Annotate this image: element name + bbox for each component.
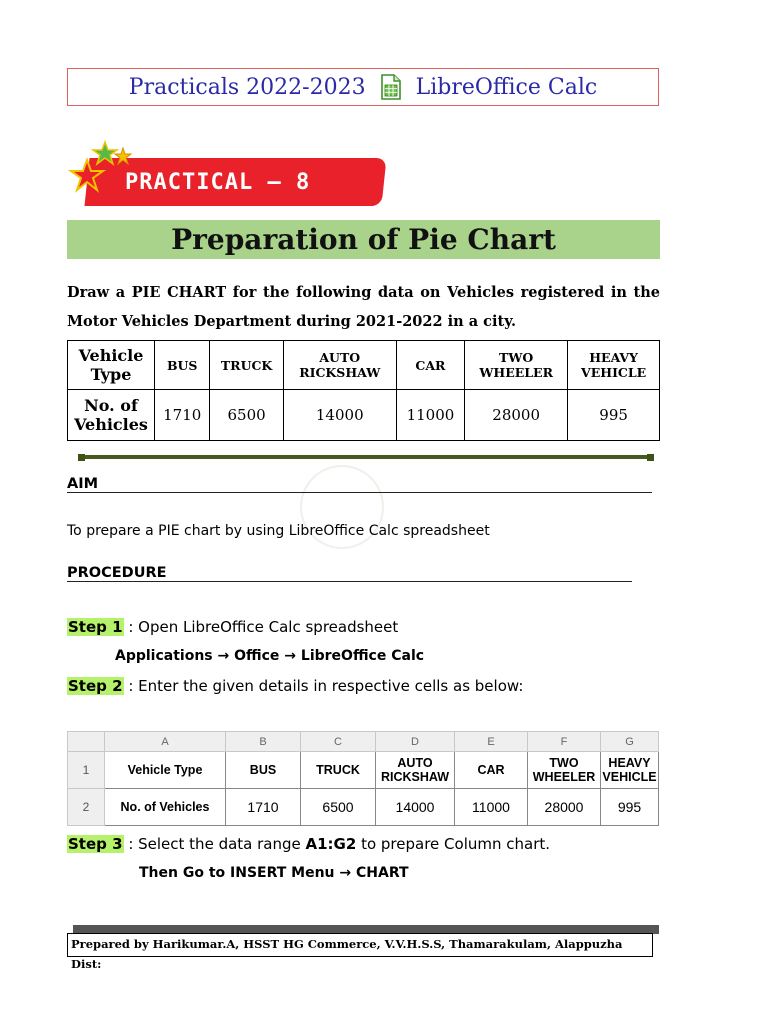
header-right-text: LibreOffice Calc (415, 74, 598, 100)
sheet-cell: CAR (455, 752, 528, 789)
step-3 (67, 835, 550, 853)
page-title: Preparation of Pie Chart (171, 223, 556, 256)
value-cell: 1710 (155, 390, 210, 441)
column-header: G (601, 732, 659, 752)
header-cell: BUS (155, 341, 210, 390)
sheet-row (68, 752, 659, 789)
table-row (68, 341, 660, 390)
question-text: Draw a PIE CHART for the following data on Vehicles registered in the Motor Vehicles Department during 2021-2022 in a city. (67, 284, 660, 330)
value-cell: 14000 (283, 390, 396, 441)
step-3-range: A1:G2 (305, 835, 357, 853)
sheet-cell: 11000 (455, 789, 528, 826)
spreadsheet-table (67, 731, 659, 826)
step-3-text-a: : Select the data range (123, 835, 306, 853)
sheet-cell: No. of Vehicles (105, 789, 226, 826)
corner-cell (68, 732, 105, 752)
divider (80, 455, 652, 459)
step-2-text: : Enter the given details in respective cells as below: (123, 677, 524, 695)
step-3-path: Then Go to INSERT Menu → CHART (139, 865, 409, 881)
step-3-label: Step 3 (68, 835, 123, 853)
sheet-cell: Vehicle Type (105, 752, 226, 789)
step-1-text: : Open LibreOffice Calc spreadsheet (123, 618, 399, 636)
step-1-label: Step 1 (68, 618, 123, 636)
aim-heading: AIM (67, 476, 99, 492)
divider-end-dot (647, 454, 654, 461)
column-header: D (376, 732, 455, 752)
sheet-cell: AUTO RICKSHAW (376, 752, 455, 789)
divider-end-dot (78, 454, 85, 461)
sheet-cell: TWO WHEELER (528, 752, 601, 789)
practical-banner (67, 138, 384, 208)
header-left-text: Practicals 2022-2023 (128, 74, 366, 100)
header-cell: AUTO RICKSHAW (283, 341, 396, 390)
row-label-no-of-vehicles: No. of Vehicles (68, 390, 155, 441)
sheet-row (68, 789, 659, 826)
value-cell: 28000 (465, 390, 568, 441)
sheet-cell: TRUCK (301, 752, 376, 789)
data-table (67, 340, 660, 441)
column-header: F (528, 732, 601, 752)
column-header: C (301, 732, 376, 752)
row-number: 2 (68, 789, 105, 826)
libreoffice-calc-icon (380, 74, 402, 100)
aim-text: To prepare a PIE chart by using LibreOffice Calc spreadsheet (67, 523, 490, 539)
header-cell: TRUCK (210, 341, 283, 390)
step-2-label: Step 2 (68, 677, 123, 695)
value-cell: 6500 (210, 390, 283, 441)
sheet-cell: 28000 (528, 789, 601, 826)
practical-label: PRACTICAL – 8 (125, 170, 311, 195)
sheet-cell: 995 (601, 789, 659, 826)
value-cell: 995 (568, 390, 660, 441)
column-header: E (455, 732, 528, 752)
step-3-text-b: to prepare Column chart. (356, 835, 551, 853)
value-cell: 11000 (396, 390, 464, 441)
procedure-underline (67, 581, 632, 582)
sheet-cell: 14000 (376, 789, 455, 826)
column-header: B (226, 732, 301, 752)
table-row (68, 390, 660, 441)
header-cell: TWO WHEELER (465, 341, 568, 390)
footer-credit: Prepared by Harikumar.A, HSST HG Commerce, V.V.H.S.S, Thamarakulam, Alappuzha Dist: (67, 933, 653, 957)
header-cell: CAR (396, 341, 464, 390)
row-label-vehicle-type: Vehicle Type (68, 341, 155, 390)
step-1 (67, 618, 398, 636)
step-2 (67, 677, 523, 695)
step-1-path: Applications → Office → LibreOffice Calc (115, 648, 425, 664)
row-number: 1 (68, 752, 105, 789)
sheet-cell: HEAVY VEHICLE (601, 752, 659, 789)
procedure-heading: PROCEDURE (67, 565, 167, 581)
column-header: A (105, 732, 226, 752)
column-header-row (68, 732, 659, 752)
title-bar (67, 220, 660, 259)
aim-underline (67, 492, 652, 493)
sheet-cell: 1710 (226, 789, 301, 826)
sheet-cell: BUS (226, 752, 301, 789)
sheet-cell: 6500 (301, 789, 376, 826)
header-cell: HEAVY VEHICLE (568, 341, 660, 390)
header-box (67, 68, 659, 106)
